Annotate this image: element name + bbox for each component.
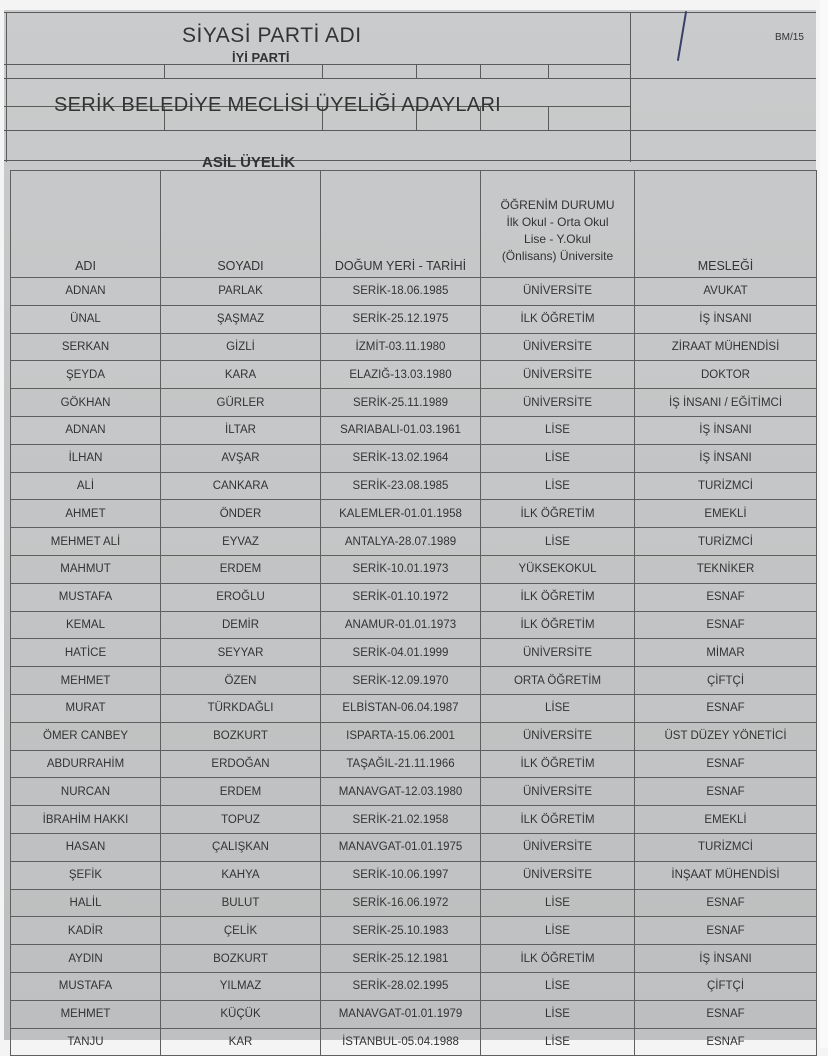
cell-birth: TAŞAĞIL-21.11.1966 (321, 750, 481, 778)
cell-birth: SERİK-12.09.1970 (321, 667, 481, 695)
header-rule (4, 78, 630, 79)
cell-birth: SERİK-23.08.1985 (321, 472, 481, 500)
education-header-line: Lise - Y.Okul (524, 232, 591, 246)
header-rule (630, 12, 631, 162)
table-row (11, 945, 817, 973)
cell-surname: EROĞLU (161, 583, 321, 611)
cell-surname: ÇALIŞKAN (161, 833, 321, 861)
cell-education: LİSE (481, 416, 635, 444)
cell-name: MEHMET (11, 667, 161, 695)
cell-education: ÜNİVERSİTE (481, 278, 635, 306)
cell-name: MEHMET ALİ (11, 528, 161, 556)
cell-birth: MANAVGAT-01.01.1975 (321, 833, 481, 861)
header-rule (480, 64, 481, 78)
cell-education: ORTA ÖĞRETİM (481, 667, 635, 695)
cell-name: MUSTAFA (11, 583, 161, 611)
cell-education: LİSE (481, 444, 635, 472)
header-rule (322, 64, 323, 78)
cell-job: ZİRAAT MÜHENDİSİ (635, 333, 817, 361)
cell-name: ADNAN (11, 416, 161, 444)
cell-birth: ELBİSTAN-06.04.1987 (321, 694, 481, 722)
cell-name: ADNAN (11, 278, 161, 306)
cell-education: ÜNİVERSİTE (481, 361, 635, 389)
table-row (11, 416, 817, 444)
council-title: SERİK BELEDİYE MECLİSİ ÜYELİĞİ ADAYLARI (54, 94, 502, 116)
form-header (4, 10, 816, 171)
cell-birth: SERİK-25.12.1975 (321, 305, 481, 333)
cell-birth: ANTALYA-28.07.1989 (321, 528, 481, 556)
cell-name: ÜNAL (11, 305, 161, 333)
cell-education: LİSE (481, 889, 635, 917)
table-body (11, 278, 817, 1056)
cell-surname: BULUT (161, 889, 321, 917)
cell-birth: SERİK-10.06.1997 (321, 861, 481, 889)
education-header-line: ÖĞRENİM DURUMU (500, 198, 615, 212)
cell-education: LİSE (481, 694, 635, 722)
candidates-table (10, 170, 817, 1056)
cell-job: ÜST DÜZEY YÖNETİCİ (635, 722, 817, 750)
cell-job: TURİZMCİ (635, 833, 817, 861)
cell-job: TURİZMCİ (635, 528, 817, 556)
cell-job: İŞ İNSANI (635, 416, 817, 444)
cell-education: İLK ÖĞRETİM (481, 500, 635, 528)
table-row (11, 639, 817, 667)
cell-surname: GİZLİ (161, 333, 321, 361)
cell-job: ESNAF (635, 750, 817, 778)
cell-education: İLK ÖĞRETİM (481, 945, 635, 973)
cell-surname: KAR (161, 1028, 321, 1056)
cell-birth: SERİK-28.02.1995 (321, 972, 481, 1000)
party-name: İYİ PARTİ (232, 50, 290, 65)
cell-education: LİSE (481, 1028, 635, 1056)
cell-surname: ÖZEN (161, 667, 321, 695)
header-rule (548, 64, 549, 78)
cell-birth: KALEMLER-01.01.1958 (321, 500, 481, 528)
table-row (11, 778, 817, 806)
cell-education: ÜNİVERSİTE (481, 833, 635, 861)
cell-surname: GÜRLER (161, 389, 321, 417)
cell-birth: ELAZIĞ-13.03.1980 (321, 361, 481, 389)
cell-name: ŞEFİK (11, 861, 161, 889)
cell-birth: SARIABALI-01.03.1961 (321, 416, 481, 444)
table-row (11, 611, 817, 639)
cell-birth: ANAMUR-01.01.1973 (321, 611, 481, 639)
cell-education: ÜNİVERSİTE (481, 333, 635, 361)
cell-education: İLK ÖĞRETİM (481, 611, 635, 639)
column-header-education (481, 171, 635, 278)
cell-job: AVUKAT (635, 278, 817, 306)
cell-surname: PARLAK (161, 278, 321, 306)
cell-surname: KÜÇÜK (161, 1000, 321, 1028)
candidates-table-wrapper (10, 170, 816, 1056)
cell-job: İŞ İNSANI (635, 305, 817, 333)
form-code: BM/15 (775, 32, 804, 43)
table-row (11, 444, 817, 472)
cell-birth: İSTANBUL-05.04.1988 (321, 1028, 481, 1056)
cell-job: ESNAF (635, 778, 817, 806)
cell-surname: ERDEM (161, 778, 321, 806)
cell-job: İŞ İNSANI / EĞİTİMCİ (635, 389, 817, 417)
cell-surname: BOZKURT (161, 722, 321, 750)
cell-birth: SERİK-25.12.1981 (321, 945, 481, 973)
section-title: ASİL ÜYELİK (202, 154, 296, 171)
cell-surname: ERDOĞAN (161, 750, 321, 778)
cell-birth: İZMİT-03.11.1980 (321, 333, 481, 361)
cell-education: LİSE (481, 1000, 635, 1028)
cell-job: ESNAF (635, 889, 817, 917)
header-rule (4, 130, 816, 131)
table-row (11, 722, 817, 750)
cell-birth: SERİK-25.10.1983 (321, 917, 481, 945)
cell-job: EMEKLİ (635, 806, 817, 834)
cell-name: HASAN (11, 833, 161, 861)
header-rule (6, 12, 7, 162)
cell-name: İBRAHİM HAKKI (11, 806, 161, 834)
cell-education: İLK ÖĞRETİM (481, 305, 635, 333)
cell-surname: AVŞAR (161, 444, 321, 472)
table-row (11, 361, 817, 389)
table-row (11, 528, 817, 556)
cell-job: ESNAF (635, 694, 817, 722)
table-row (11, 694, 817, 722)
education-header-line: (Önlisans) Üniversite (501, 249, 614, 263)
cell-name: MAHMUT (11, 555, 161, 583)
cell-education: İLK ÖĞRETİM (481, 583, 635, 611)
cell-job: ÇİFTÇİ (635, 667, 817, 695)
cell-name: ABDURRAHİM (11, 750, 161, 778)
table-row (11, 1000, 817, 1028)
cell-name: MEHMET (11, 1000, 161, 1028)
cell-surname: ŞAŞMAZ (161, 305, 321, 333)
cell-education: İLK ÖĞRETİM (481, 806, 635, 834)
cell-birth: SERİK-16.06.1972 (321, 889, 481, 917)
table-row (11, 972, 817, 1000)
cell-education: ÜNİVERSİTE (481, 639, 635, 667)
cell-birth: MANAVGAT-12.03.1980 (321, 778, 481, 806)
cell-surname: ÖNDER (161, 500, 321, 528)
table-row (11, 889, 817, 917)
header-rule (416, 64, 417, 78)
cell-surname: ÇELİK (161, 917, 321, 945)
header-rule (4, 12, 816, 13)
cell-name: SERKAN (11, 333, 161, 361)
cell-birth: SERİK-25.11.1989 (321, 389, 481, 417)
cell-surname: KARA (161, 361, 321, 389)
cell-job: ÇİFTÇİ (635, 972, 817, 1000)
cell-education: LİSE (481, 472, 635, 500)
cell-name: GÖKHAN (11, 389, 161, 417)
cell-job: ESNAF (635, 611, 817, 639)
header-rule (4, 64, 630, 65)
education-header-line: İlk Okul - Orta Okul (506, 215, 609, 229)
cell-surname: YILMAZ (161, 972, 321, 1000)
cell-name: MURAT (11, 694, 161, 722)
cell-birth: SERİK-21.02.1958 (321, 806, 481, 834)
cell-birth: ISPARTA-15.06.2001 (321, 722, 481, 750)
cell-name: ŞEYDA (11, 361, 161, 389)
header-rule (548, 106, 549, 130)
cell-surname: EYVAZ (161, 528, 321, 556)
handwritten-mark-icon (664, 10, 694, 70)
table-row (11, 305, 817, 333)
cell-birth: SERİK-01.10.1972 (321, 583, 481, 611)
table-row (11, 833, 817, 861)
column-header-name: ADI (11, 171, 161, 278)
table-row (11, 583, 817, 611)
table-row (11, 806, 817, 834)
cell-surname: DEMİR (161, 611, 321, 639)
column-header-job: MESLEĞİ (635, 171, 817, 278)
cell-birth: SERİK-10.01.1973 (321, 555, 481, 583)
cell-birth: SERİK-18.06.1985 (321, 278, 481, 306)
cell-job: ESNAF (635, 1028, 817, 1056)
cell-birth: MANAVGAT-01.01.1979 (321, 1000, 481, 1028)
table-row (11, 750, 817, 778)
cell-name: AYDIN (11, 945, 161, 973)
column-header-surname: SOYADI (161, 171, 321, 278)
cell-education: LİSE (481, 528, 635, 556)
table-row (11, 555, 817, 583)
table-row (11, 472, 817, 500)
table-row (11, 917, 817, 945)
cell-job: İŞ İNSANI (635, 444, 817, 472)
cell-name: NURCAN (11, 778, 161, 806)
cell-job: EMEKLİ (635, 500, 817, 528)
header-rule (630, 78, 816, 79)
cell-education: ÜNİVERSİTE (481, 389, 635, 417)
cell-job: İNŞAAT MÜHENDİSİ (635, 861, 817, 889)
cell-education: ÜNİVERSİTE (481, 778, 635, 806)
cell-name: ALİ (11, 472, 161, 500)
table-row (11, 278, 817, 306)
cell-surname: TÜRKDAĞLI (161, 694, 321, 722)
cell-surname: TOPUZ (161, 806, 321, 834)
cell-name: İLHAN (11, 444, 161, 472)
cell-name: AHMET (11, 500, 161, 528)
header-rule (4, 160, 816, 161)
cell-surname: BOZKURT (161, 945, 321, 973)
cell-job: TURİZMCİ (635, 472, 817, 500)
table-row (11, 333, 817, 361)
table-row (11, 861, 817, 889)
party-label: SİYASİ PARTİ ADI (182, 24, 362, 47)
cell-job: ESNAF (635, 583, 817, 611)
cell-surname: CANKARA (161, 472, 321, 500)
cell-job: ESNAF (635, 1000, 817, 1028)
cell-name: ÖMER CANBEY (11, 722, 161, 750)
table-row (11, 500, 817, 528)
cell-education: ÜNİVERSİTE (481, 861, 635, 889)
cell-surname: KAHYA (161, 861, 321, 889)
page-margin (820, 0, 828, 1048)
cell-name: KEMAL (11, 611, 161, 639)
table-row (11, 389, 817, 417)
cell-job: TEKNİKER (635, 555, 817, 583)
cell-education: LİSE (481, 917, 635, 945)
cell-education: LİSE (481, 972, 635, 1000)
table-row (11, 1028, 817, 1056)
cell-education: ÜNİVERSİTE (481, 722, 635, 750)
cell-job: ESNAF (635, 917, 817, 945)
cell-birth: SERİK-13.02.1964 (321, 444, 481, 472)
cell-education: İLK ÖĞRETİM (481, 750, 635, 778)
header-rule (164, 64, 165, 78)
cell-name: HALİL (11, 889, 161, 917)
cell-name: KADİR (11, 917, 161, 945)
cell-surname: İLTAR (161, 416, 321, 444)
cell-education: YÜKSEKOKUL (481, 555, 635, 583)
cell-job: İŞ İNSANI (635, 945, 817, 973)
cell-birth: SERİK-04.01.1999 (321, 639, 481, 667)
table-header-row (11, 171, 817, 278)
cell-name: MUSTAFA (11, 972, 161, 1000)
cell-job: MİMAR (635, 639, 817, 667)
cell-surname: ERDEM (161, 555, 321, 583)
cell-job: DOKTOR (635, 361, 817, 389)
cell-name: TANJU (11, 1028, 161, 1056)
table-row (11, 667, 817, 695)
document-sheet (4, 10, 816, 1048)
column-header-birth: DOĞUM YERİ - TARİHİ (321, 171, 481, 278)
cell-name: HATİCE (11, 639, 161, 667)
cell-surname: SEYYAR (161, 639, 321, 667)
